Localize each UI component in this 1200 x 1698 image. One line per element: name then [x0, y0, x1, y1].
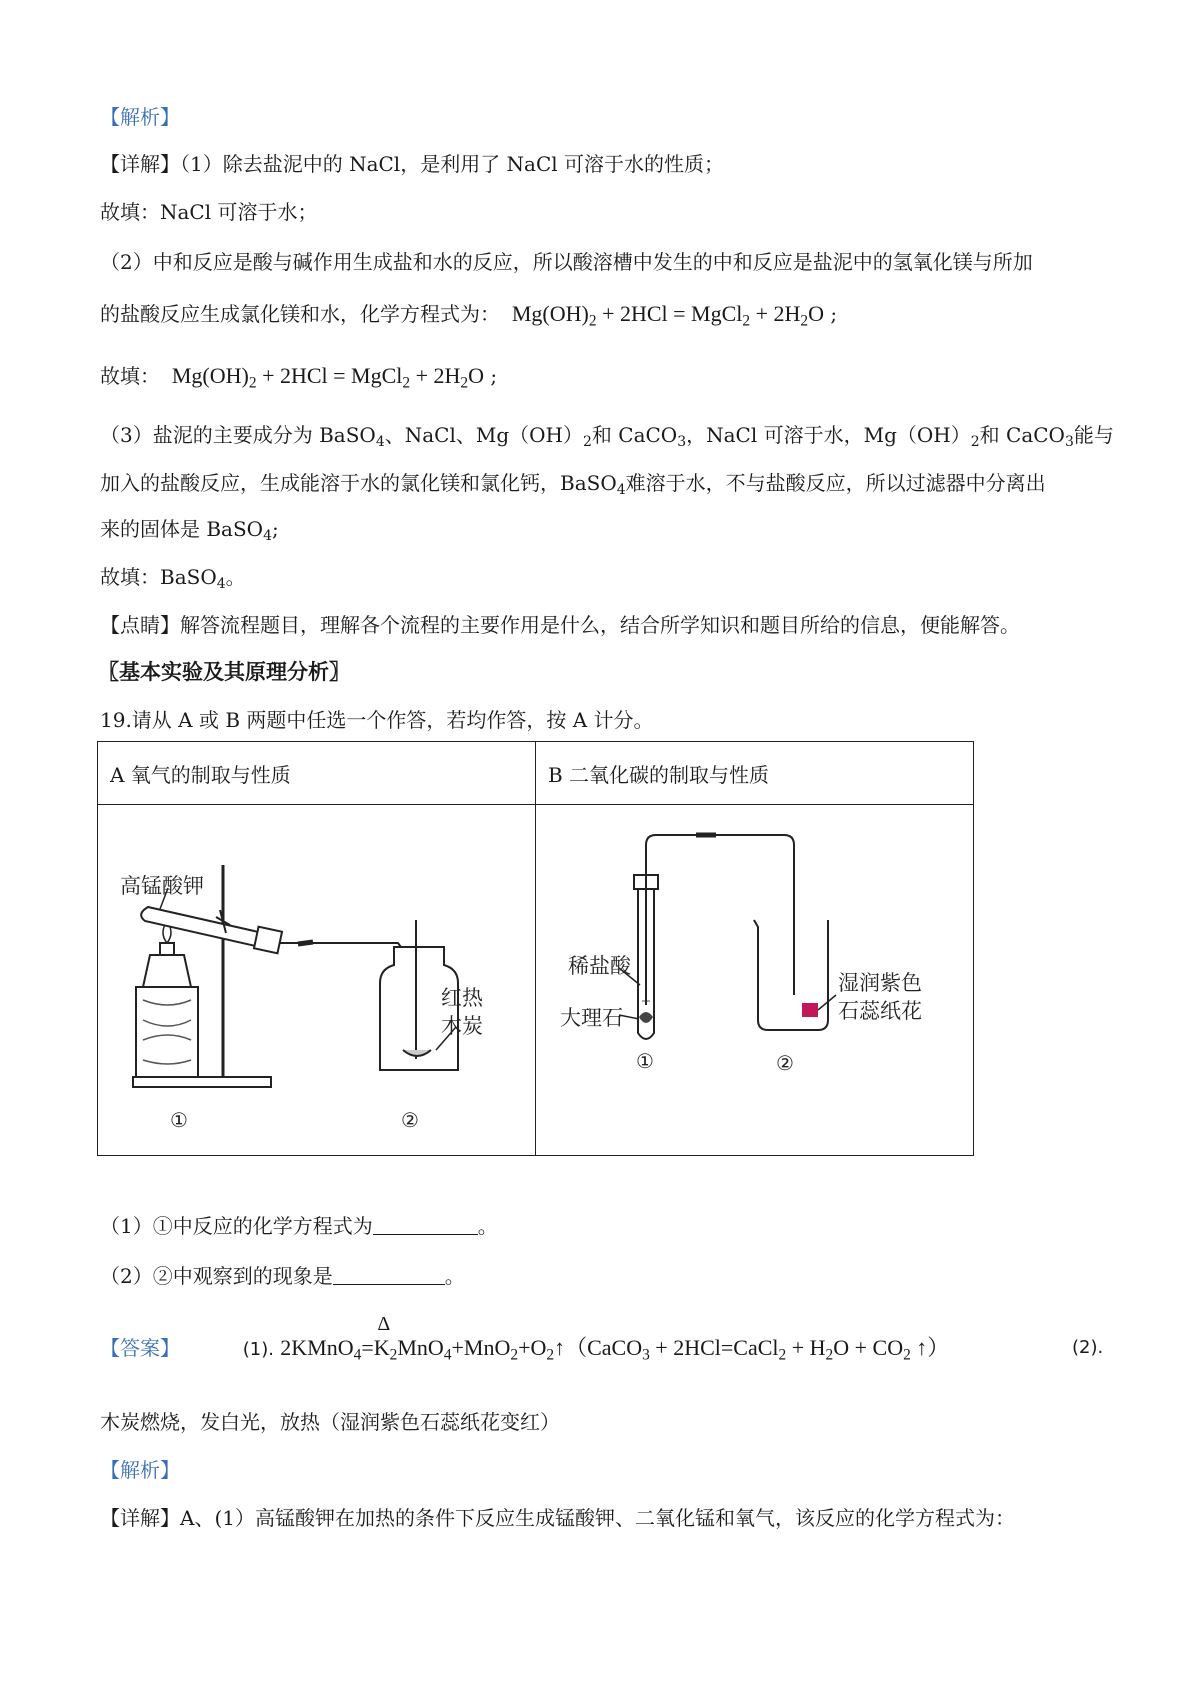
- svg-text:红热: 红热: [441, 986, 483, 1010]
- col-b-header: B 二氧化碳的制取与性质: [536, 742, 974, 805]
- svg-text:石蕊纸花: 石蕊纸花: [838, 999, 922, 1023]
- svg-text:①: ①: [170, 1108, 188, 1132]
- detail-line-2: （2）中和反应是酸与碱作用生成盐和水的反应，所以酸溶槽中发生的中和反应是盐泥中的氢氧化镁与所加: [100, 250, 1033, 274]
- svg-text:稀盐酸: 稀盐酸: [568, 954, 631, 978]
- detail-line-6: 来的固体是 BaSO$_4$;: [100, 517, 279, 545]
- answer-fill-1: 故填：NaCl 可溶于水；: [100, 200, 318, 224]
- svg-text:木炭: 木炭: [441, 1014, 483, 1038]
- fig-b-cell: [536, 805, 974, 1156]
- analysis-heading-2: 【解析】: [100, 1458, 180, 1482]
- question-19: 19.请从 A 或 B 两题中任选一个作答，若均作答，按 A 计分。: [100, 708, 654, 732]
- answer-equations: 2KMnO$_4$ Δ $=K_2MnO_4+MnO_2+O_2↑(CaCO_3$ + 2HCl=CaCl$_2$ + $H_2O + CO_2$ ↑）: [280, 1313, 950, 1364]
- co2-apparatus-diagram: [536, 805, 973, 1155]
- answer-fill-3: 故填：BaSO$_4$。: [100, 565, 246, 593]
- detail-line-4: （3）盐泥的主要成分为 BaSO$_4$、NaCl、$Mg(OH)_2$和 CaCO$_3$，NaCl 可溶于水，$Mg(OH)_2$和 CaCO$_3$能与: [100, 423, 1114, 451]
- svg-text:高锰酸钾: 高锰酸钾: [120, 874, 204, 898]
- answer-line-2: 木炭燃烧，发白光，放热（湿润紫色石蕊纸花变红）: [100, 1410, 560, 1434]
- analysis-heading: 【解析】: [100, 105, 180, 129]
- svg-text:②: ②: [401, 1108, 419, 1132]
- svg-text:②: ②: [776, 1051, 794, 1075]
- detail-line-3: 的盐酸反应生成氯化镁和水，化学方程式为： $Mg(OH)_2 + 2HCl$ = MgCl$_2$ + $2H_2O$ ;: [100, 301, 838, 330]
- fig-a-cell: [98, 805, 536, 1156]
- detail-line-5: 加入的盐酸反应，生成能溶于水的氯化镁和氯化钙，BaSO$_4$难溶于水，不与盐酸反应，所以过滤器中分离出: [100, 471, 1046, 499]
- sub-question-1: （1）①中反应的化学方程式为 。: [100, 1214, 498, 1238]
- mg-equation-answer: $Mg(OH)_2 + 2HCl$ = MgCl$_2$ + $2H_2O$: [166, 363, 484, 392]
- answer-fill-2: 故填： $Mg(OH)_2 + 2HCl$ = MgCl$_2$ + $2H_2O$ ;: [100, 363, 498, 392]
- comment-line: 【点睛】解答流程题目，理解各个流程的主要作用是什么，结合所学知识和题目所给的信息，便能解答。: [100, 613, 1020, 637]
- answer-line: 【答案】 (1). 2KMnO$_4$ Δ $=K_2MnO_4+MnO_2+O_2↑(CaCO_3$ + 2HCl=CaCl$_2$ + $H_2O + CO_2$ ↑） (2).: [100, 1313, 1104, 1364]
- section-heading: 〖基本实验及其原理分析〗: [98, 659, 350, 684]
- svg-text:①: ①: [636, 1049, 654, 1073]
- detail-line-last: 【详解】A、(1）高锰酸钾在加热的条件下反应生成锰酸钾、二氧化锰和氧气，该反应的化学方程式为：: [100, 1506, 1015, 1530]
- mg-equation: $Mg(OH)_2 + 2HCl$ = MgCl$_2$ + $2H_2O$: [506, 301, 824, 330]
- oxygen-apparatus-diagram: [98, 805, 535, 1155]
- sub-question-2: （2）②中观察到的现象是 。: [100, 1264, 465, 1288]
- svg-text:湿润紫色: 湿润紫色: [838, 971, 922, 995]
- svg-text:大理石: 大理石: [560, 1006, 623, 1030]
- col-a-header: A 氧气的制取与性质: [98, 742, 536, 805]
- question-table: [97, 741, 974, 1156]
- detail-line-1: 【详解】（1）除去盐泥中的 NaCl，是利用了 NaCl 可溶于水的性质；: [100, 152, 725, 176]
- answer-tag: 【答案】: [100, 1336, 180, 1360]
